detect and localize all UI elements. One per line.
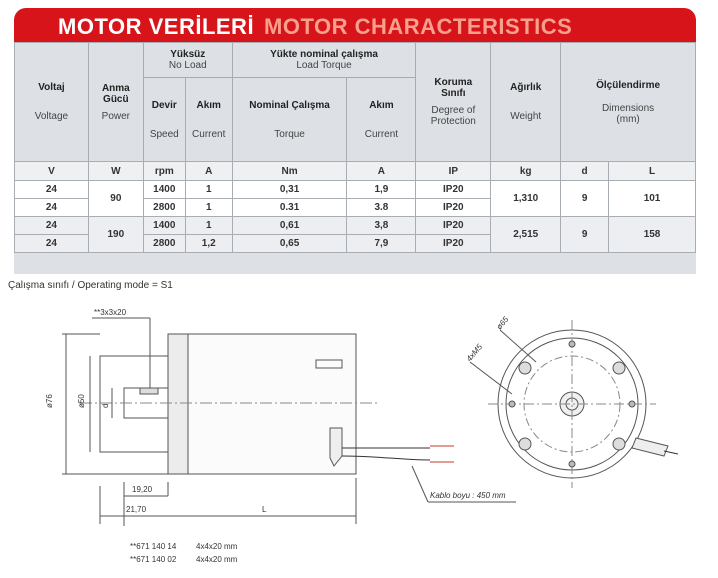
- cell-load-current: 7,9: [347, 235, 416, 253]
- cell-current: 1: [185, 181, 232, 199]
- protection-label-en-1: Degree of: [431, 105, 476, 116]
- title-banner: [14, 8, 696, 42]
- mount-hole: [613, 362, 625, 374]
- mount-hole: [519, 362, 531, 374]
- unit-l: L: [609, 162, 696, 181]
- title-english: MOTOR CHARACTERISTICS: [264, 14, 573, 39]
- cell-d: 9: [561, 217, 609, 253]
- cell-weight: 1,310: [491, 181, 561, 217]
- protection-label-en-2: Protection: [430, 116, 476, 127]
- cell-load-current: 3,8: [347, 217, 416, 235]
- cell-speed: 2800: [143, 235, 185, 253]
- unit-weight: kg: [491, 162, 561, 181]
- unit-current: A: [185, 162, 232, 181]
- unit-load-current: A: [347, 162, 416, 181]
- motor-spec-table: [14, 42, 696, 253]
- dimensions-header: [561, 43, 696, 162]
- power-header: [88, 43, 143, 162]
- protection-label-tr-1: Koruma: [434, 77, 473, 88]
- part-1-code: **671 140 14: [130, 542, 177, 551]
- torque-label-en: Torque: [274, 128, 305, 140]
- cell-protection: IP20: [416, 235, 491, 253]
- protection-label-tr-2: Sınıfı: [441, 88, 466, 99]
- unit-d: d: [561, 162, 609, 181]
- mount-hole: [613, 438, 625, 450]
- load-group-header: [232, 43, 416, 78]
- cell-torque: 0.31: [232, 199, 347, 217]
- cell-voltage: 24: [15, 235, 89, 253]
- unit-torque: Nm: [232, 162, 347, 181]
- cell-protection: IP20: [416, 199, 491, 217]
- cell-protection: IP20: [416, 181, 491, 199]
- cell-load-current: 1,9: [347, 181, 416, 199]
- voltage-header: [15, 43, 89, 162]
- cell-protection: IP20: [416, 217, 491, 235]
- unit-speed: rpm: [143, 162, 185, 181]
- weight-header: [491, 43, 561, 162]
- protection-header: [416, 43, 491, 162]
- part-1-key: 4x4x20 mm: [196, 542, 238, 551]
- load-current-header: [347, 78, 416, 162]
- weight-label-tr: Ağırlık: [510, 82, 542, 93]
- motor-body: [168, 334, 356, 474]
- no-load-group-header: [143, 43, 232, 78]
- front-boss: [100, 356, 168, 452]
- current-header: [185, 78, 232, 162]
- power-label-tr-1: Anma: [101, 82, 130, 94]
- no-load-label-tr: Yüksüz: [170, 49, 206, 60]
- cell-current: 1,2: [185, 235, 232, 253]
- unit-power: W: [88, 162, 143, 181]
- cell-l: 101: [609, 181, 696, 217]
- cell-voltage: 24: [15, 181, 89, 199]
- load-label-tr: Yükte nominal çalışma: [270, 49, 378, 60]
- power-label-tr-2: Gücü: [103, 93, 129, 105]
- cell-speed: 2800: [143, 199, 185, 217]
- weight-label-en: Weight: [510, 111, 542, 122]
- power-label-en: Power: [101, 110, 131, 122]
- cell-current: 1: [185, 199, 232, 217]
- dia-50-label: ø50: [77, 394, 86, 408]
- operating-mode-note: Çalışma sınıfı / Operating mode = S1: [8, 280, 173, 291]
- part-2-code: **671 140 02: [130, 555, 177, 564]
- cell-speed: 1400: [143, 181, 185, 199]
- unit-voltage: V: [15, 162, 89, 181]
- key-label: **3x3x20: [94, 308, 127, 317]
- cell-weight: 2,515: [491, 217, 561, 253]
- dimensions-label-en-1: Dimensions: [601, 102, 655, 114]
- spec-table-panel: [14, 42, 696, 274]
- cell-power: 90: [88, 181, 143, 217]
- cell-d: 9: [561, 181, 609, 217]
- cell-voltage: 24: [15, 199, 89, 217]
- cell-power: 190: [88, 217, 143, 253]
- no-load-label-en: No Load: [168, 60, 207, 71]
- part-2-key: 4x4x20 mm: [196, 555, 238, 564]
- cell-speed: 1400: [143, 217, 185, 235]
- mount-hole: [519, 438, 531, 450]
- motor-technical-drawing: [0, 296, 718, 578]
- load-current-label-en: Current: [364, 128, 399, 140]
- unit-protection: IP: [416, 162, 491, 181]
- cell-torque: 0,31: [232, 181, 347, 199]
- holes-label: 4xM5: [464, 342, 485, 364]
- load-current-label-tr: Akım: [369, 99, 394, 111]
- load-label-en: Load Torque: [296, 60, 352, 71]
- dimensions-label-en-2: (mm): [616, 113, 640, 125]
- cell-torque: 0,65: [232, 235, 347, 253]
- dimensions-label-tr: Ölçülendirme: [596, 79, 661, 91]
- table-row: [15, 181, 696, 199]
- cell-torque: 0,61: [232, 217, 347, 235]
- cell-l: 158: [609, 217, 696, 253]
- cell-current: 1: [185, 217, 232, 235]
- shaft-key: [140, 388, 158, 394]
- cell-load-current: 3.8: [347, 199, 416, 217]
- torque-header: [232, 78, 347, 162]
- title-turkish: MOTOR VERİLERİ: [58, 14, 255, 39]
- speed-header: [143, 78, 185, 162]
- flange-plate: [168, 334, 188, 474]
- torque-label-tr: Nominal Çalışma: [249, 99, 330, 111]
- dia-76-label: ø76: [45, 394, 54, 408]
- cable-length-label: Kablo boyu : 450 mm: [430, 491, 506, 500]
- speed-label-en: Speed: [149, 128, 179, 140]
- current-label-en: Current: [192, 128, 226, 140]
- pcd-label: ø65: [494, 314, 511, 332]
- dim-2170-label: 21,70: [126, 505, 147, 514]
- voltage-label-en: Voltage: [34, 111, 69, 122]
- current-label-tr: Akım: [196, 99, 221, 111]
- table-row: [15, 217, 696, 235]
- dim-l-label: L: [262, 505, 267, 514]
- end-cable-gland: [632, 438, 668, 456]
- dim-1920-label: 19,20: [132, 485, 153, 494]
- speed-label-tr: Devir: [151, 99, 177, 111]
- shaft-d-label: d: [101, 403, 110, 408]
- cell-voltage: 24: [15, 217, 89, 235]
- voltage-label-tr: Voltaj: [38, 82, 65, 93]
- units-row: [15, 162, 696, 181]
